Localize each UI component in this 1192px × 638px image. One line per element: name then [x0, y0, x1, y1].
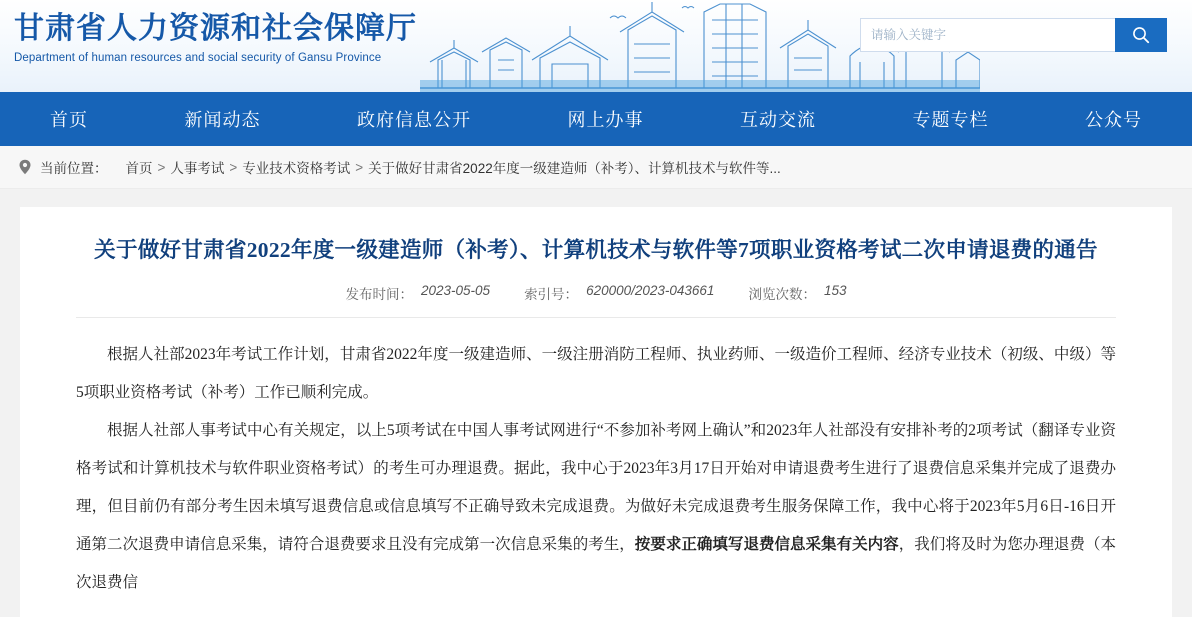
meta-publish-time	[346, 283, 491, 303]
article-paragraph-2	[76, 412, 1116, 602]
article-meta	[76, 283, 1116, 318]
meta-index-number	[524, 283, 714, 303]
search-icon	[1131, 25, 1151, 45]
site-branding	[14, 8, 417, 64]
breadcrumb	[0, 146, 1192, 189]
breadcrumb-item-exams[interactable]: 人事考试	[170, 161, 225, 176]
site-title-en: Department of human resources and social security of Gansu Province	[14, 52, 382, 64]
nav-item-topics[interactable]: 专题专栏	[912, 110, 989, 130]
site-header	[0, 0, 1192, 92]
article-card	[20, 207, 1172, 617]
search-box	[860, 18, 1167, 52]
meta-publish-label: 发布时间：	[345, 287, 413, 302]
meta-views-value: 153	[823, 283, 847, 298]
nav-item-gov-info[interactable]: 政府信息公开	[357, 110, 471, 130]
nav-item-interaction[interactable]: 互动交流	[740, 110, 816, 130]
breadcrumb-item-home[interactable]: 首页	[125, 161, 153, 176]
breadcrumb-label: 当前位置：	[40, 161, 108, 176]
meta-index-label: 索引号：	[524, 287, 579, 302]
article-paragraph-1: 根据人社部2023年考试工作计划，甘肃省2022年度一级建造师、一级注册消防工程师、执业药师、一级造价工程师、经济专业技术（初级、中级）等5项职业资格考试（补考）工作已顺利完成。	[76, 346, 1116, 401]
meta-view-count	[748, 283, 846, 303]
nav-item-home[interactable]: 首页	[50, 110, 88, 130]
meta-index-value: 620000/2023-043661	[586, 283, 715, 298]
nav-item-wechat[interactable]: 公众号	[1085, 110, 1142, 130]
search-button[interactable]	[1115, 18, 1167, 52]
breadcrumb-current: 关于做好甘肃省2022年度一级建造师（补考）、计算机技术与软件等...	[368, 161, 781, 176]
nav-item-online-services[interactable]: 网上办事	[567, 110, 644, 130]
article-paragraph-2-text: 根据人社部人事考试中心有关规定，以上5项考试在中国人事考试网进行“不参加补考网上确认”和2023年人社部没有安排补考的2项考试（翻译专业资格考试和计算机技术与软件职业资格考试）的考生可办理退费。据此，我中心于2023年3月17日开始对申请退费考生进行了退费信息采集并完成了退费办理，但目前仍有部分考生因未填写退费信息或信息填写不正确导致未完成退费。为做好未完成退费考生服务保障工作，我中心将于2023年5月6日-16日开通第二次退费申请信息采集，请符合退费要求且没有完成第一次信息采集的考生，按要求正确填写退费信息采集有关内容，我们将及时为您办理退费（本次退费信	[76, 422, 1116, 591]
site-title-cn: 甘肃省人力资源和社会保障厅	[14, 12, 417, 45]
article-content	[76, 336, 1116, 602]
breadcrumb-item-professional-qualification[interactable]: 专业技术资格考试	[242, 161, 351, 176]
location-pin-icon	[18, 159, 32, 175]
breadcrumb-separator-3: >	[355, 159, 364, 175]
meta-publish-value: 2023-05-05	[421, 283, 491, 298]
page-title: 关于做好甘肃省2022年度一级建造师（补考）、计算机技术与软件等7项职业资格考试二次申请退费的通告	[94, 238, 1098, 262]
search-input[interactable]	[860, 18, 1115, 52]
meta-views-label: 浏览次数：	[748, 287, 816, 302]
page-body	[0, 189, 1192, 617]
breadcrumb-separator-2: >	[229, 159, 238, 175]
nav-item-news[interactable]: 新闻动态	[184, 110, 261, 130]
main-nav	[0, 92, 1192, 146]
breadcrumb-separator-1: >	[157, 159, 166, 175]
